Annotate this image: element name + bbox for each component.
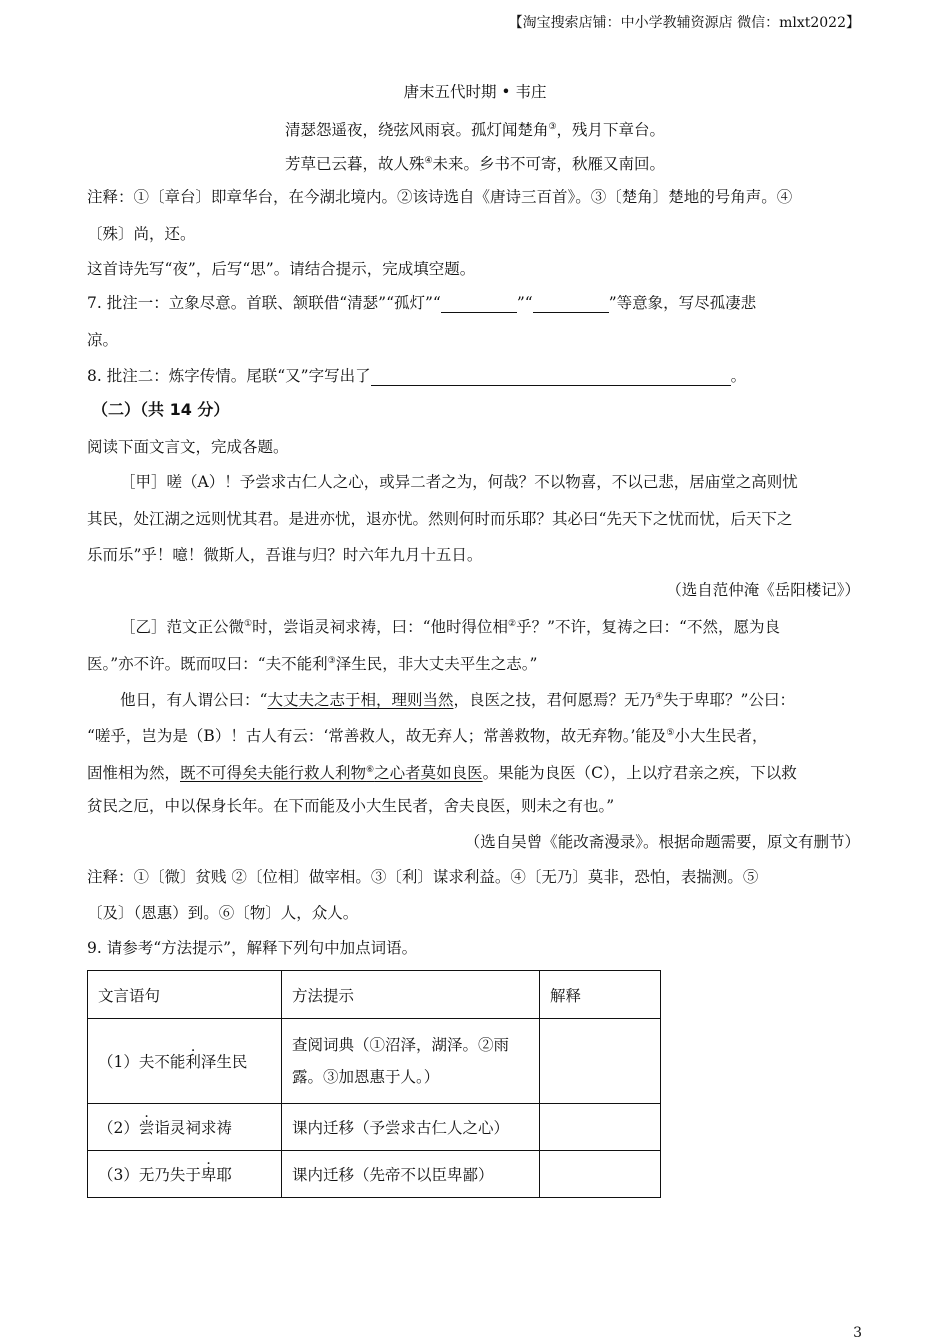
answer-blank[interactable] xyxy=(371,369,731,386)
dotted-word: 卑 xyxy=(200,1166,217,1184)
question-7: 7. 批注一：立象尽意。首联、颔联借“清瑟”“孤灯”“ ”“ ”等意象，写尽孤凄悲 xyxy=(87,294,757,312)
poem-line-1: 清瑟怨遥夜，绕弦风雨哀。孤灯闻楚角③，残月下章台。 xyxy=(284,121,666,140)
page-number: 3 xyxy=(853,1325,862,1341)
passage-yi-line: 贫民之厄，中以保身长年。在下而能及小大生民者，舍夫良医，则未之有也。” xyxy=(87,797,615,815)
answer-cell[interactable] xyxy=(540,1019,661,1104)
passage-yi-line: “嗟乎，岂为是（B）！古人有云：‘常善救人，故无弃人；常善救物，故无弃物。’能及⑤小大生民者， xyxy=(87,727,768,746)
dotted-word: 尝 xyxy=(138,1119,155,1137)
poem-author: 唐末五代时期 • 韦庄 xyxy=(403,83,547,101)
answer-blank[interactable] xyxy=(441,296,517,313)
table-header: 文言语句 xyxy=(88,971,282,1019)
section-title: （二）（共 14 分） xyxy=(92,400,230,419)
passage-yi: ［乙］范文正公微①时，尝诣灵祠求祷，曰：“他时得位相②乎？”不许，复祷之曰：“不然，愿为良 xyxy=(120,618,780,637)
table-row xyxy=(88,1151,661,1198)
sentence-cell: （1）夫不能利泽生民 xyxy=(88,1019,282,1104)
passage-jia: ［甲］嗟（A）！予尝求古仁人之心，或异二者之为，何哉？不以物喜，不以己悲，居庙堂之高则忧 xyxy=(120,473,798,491)
table-row xyxy=(88,1104,661,1151)
sentence-cell: （3）无乃失于卑耶 xyxy=(88,1151,282,1198)
underlined-sentence: 既不可得矣夫能行救人利物⑥之心者莫如良医 xyxy=(180,764,483,783)
page-header: 【淘宝搜索店铺：中小学教辅资源店 微信：mlxt2022】 xyxy=(508,15,860,31)
table-row xyxy=(88,1019,661,1104)
reading-intro: 阅读下面文言文，完成各题。 xyxy=(87,438,289,456)
passage-yi-line: 固惟相为然，既不可得矣夫能行救人利物⑥之心者莫如良医。果能为良医（C），上以疗君亲之疾，下以救 xyxy=(87,764,797,783)
poem-notes: 注释：①〔章台〕即章华台，在今湖北境内。②该诗选自《唐诗三百首》。③〔楚角〕楚地的号角声。④ xyxy=(87,188,793,206)
poem-intro: 这首诗先写“夜”，后写“思”。请结合提示，完成填空题。 xyxy=(87,260,476,278)
hint-cell: 课内迁移（先帝不以臣卑鄙） xyxy=(282,1151,540,1198)
passage-yi-line: 他日，有人谓公曰：“大丈夫之志于相，理则当然，良医之技，君何愿焉？无乃④失于卑耶？”公曰： xyxy=(120,691,795,710)
source-yi: （选自吴曾《能改斋漫录》。根据命题需要，原文有删节） xyxy=(464,833,860,851)
table-header: 方法提示 xyxy=(282,971,540,1019)
question-9: 9. 请参考“方法提示”，解释下列句中加点词语。 xyxy=(87,939,418,957)
question-7-cont: 凉。 xyxy=(87,331,119,349)
passage-jia-line: 乐而乐”乎！噫！微斯人，吾谁与归？时六年九月十五日。 xyxy=(87,546,483,564)
passage-notes: 注释：①〔微〕贫贱 ②〔位相〕做宰相。③〔利〕谋求利益。④〔无乃〕莫非，恐怕，表揣测。⑤ xyxy=(87,868,759,886)
poem-notes-cont: 〔殊〕尚，还。 xyxy=(87,225,196,243)
answer-cell[interactable] xyxy=(540,1104,661,1151)
passage-yi-line: 医。”亦不许。既而叹曰：“夫不能利③泽生民，非大丈夫平生之志。” xyxy=(87,655,538,674)
hint-cell: 查阅词典（①沼泽，湖泽。②雨 露。③加恩惠于人。） xyxy=(282,1019,540,1104)
passage-jia-line: 其民，处江湖之远则忧其君。是进亦忧，退亦忧。然则何时而乐耶？其必曰“先天下之忧而忧，后天下之 xyxy=(87,510,793,528)
answer-blank[interactable] xyxy=(533,296,609,313)
source-jia: （选自范仲淹《岳阳楼记》） xyxy=(666,581,860,599)
explanation-table xyxy=(87,970,661,1198)
table-header: 解释 xyxy=(540,971,661,1019)
poem-line-2: 芳草已云暮，故人殊④未来。乡书不可寄，秋雁又南回。 xyxy=(284,155,666,174)
sentence-cell: （2）尝诣灵祠求祷 xyxy=(88,1104,282,1151)
hint-cell: 课内迁移（予尝求古仁人之心） xyxy=(282,1104,540,1151)
dotted-word: 利 xyxy=(185,1053,201,1071)
answer-cell[interactable] xyxy=(540,1151,661,1198)
underlined-sentence: 大丈夫之志于相，理则当然 xyxy=(267,691,454,710)
question-8: 8. 批注二：炼字传情。尾联“又”字写出了 。 xyxy=(87,367,747,385)
passage-notes-cont: 〔及〕（恩惠）到。⑥〔物〕人，众人。 xyxy=(87,904,359,922)
